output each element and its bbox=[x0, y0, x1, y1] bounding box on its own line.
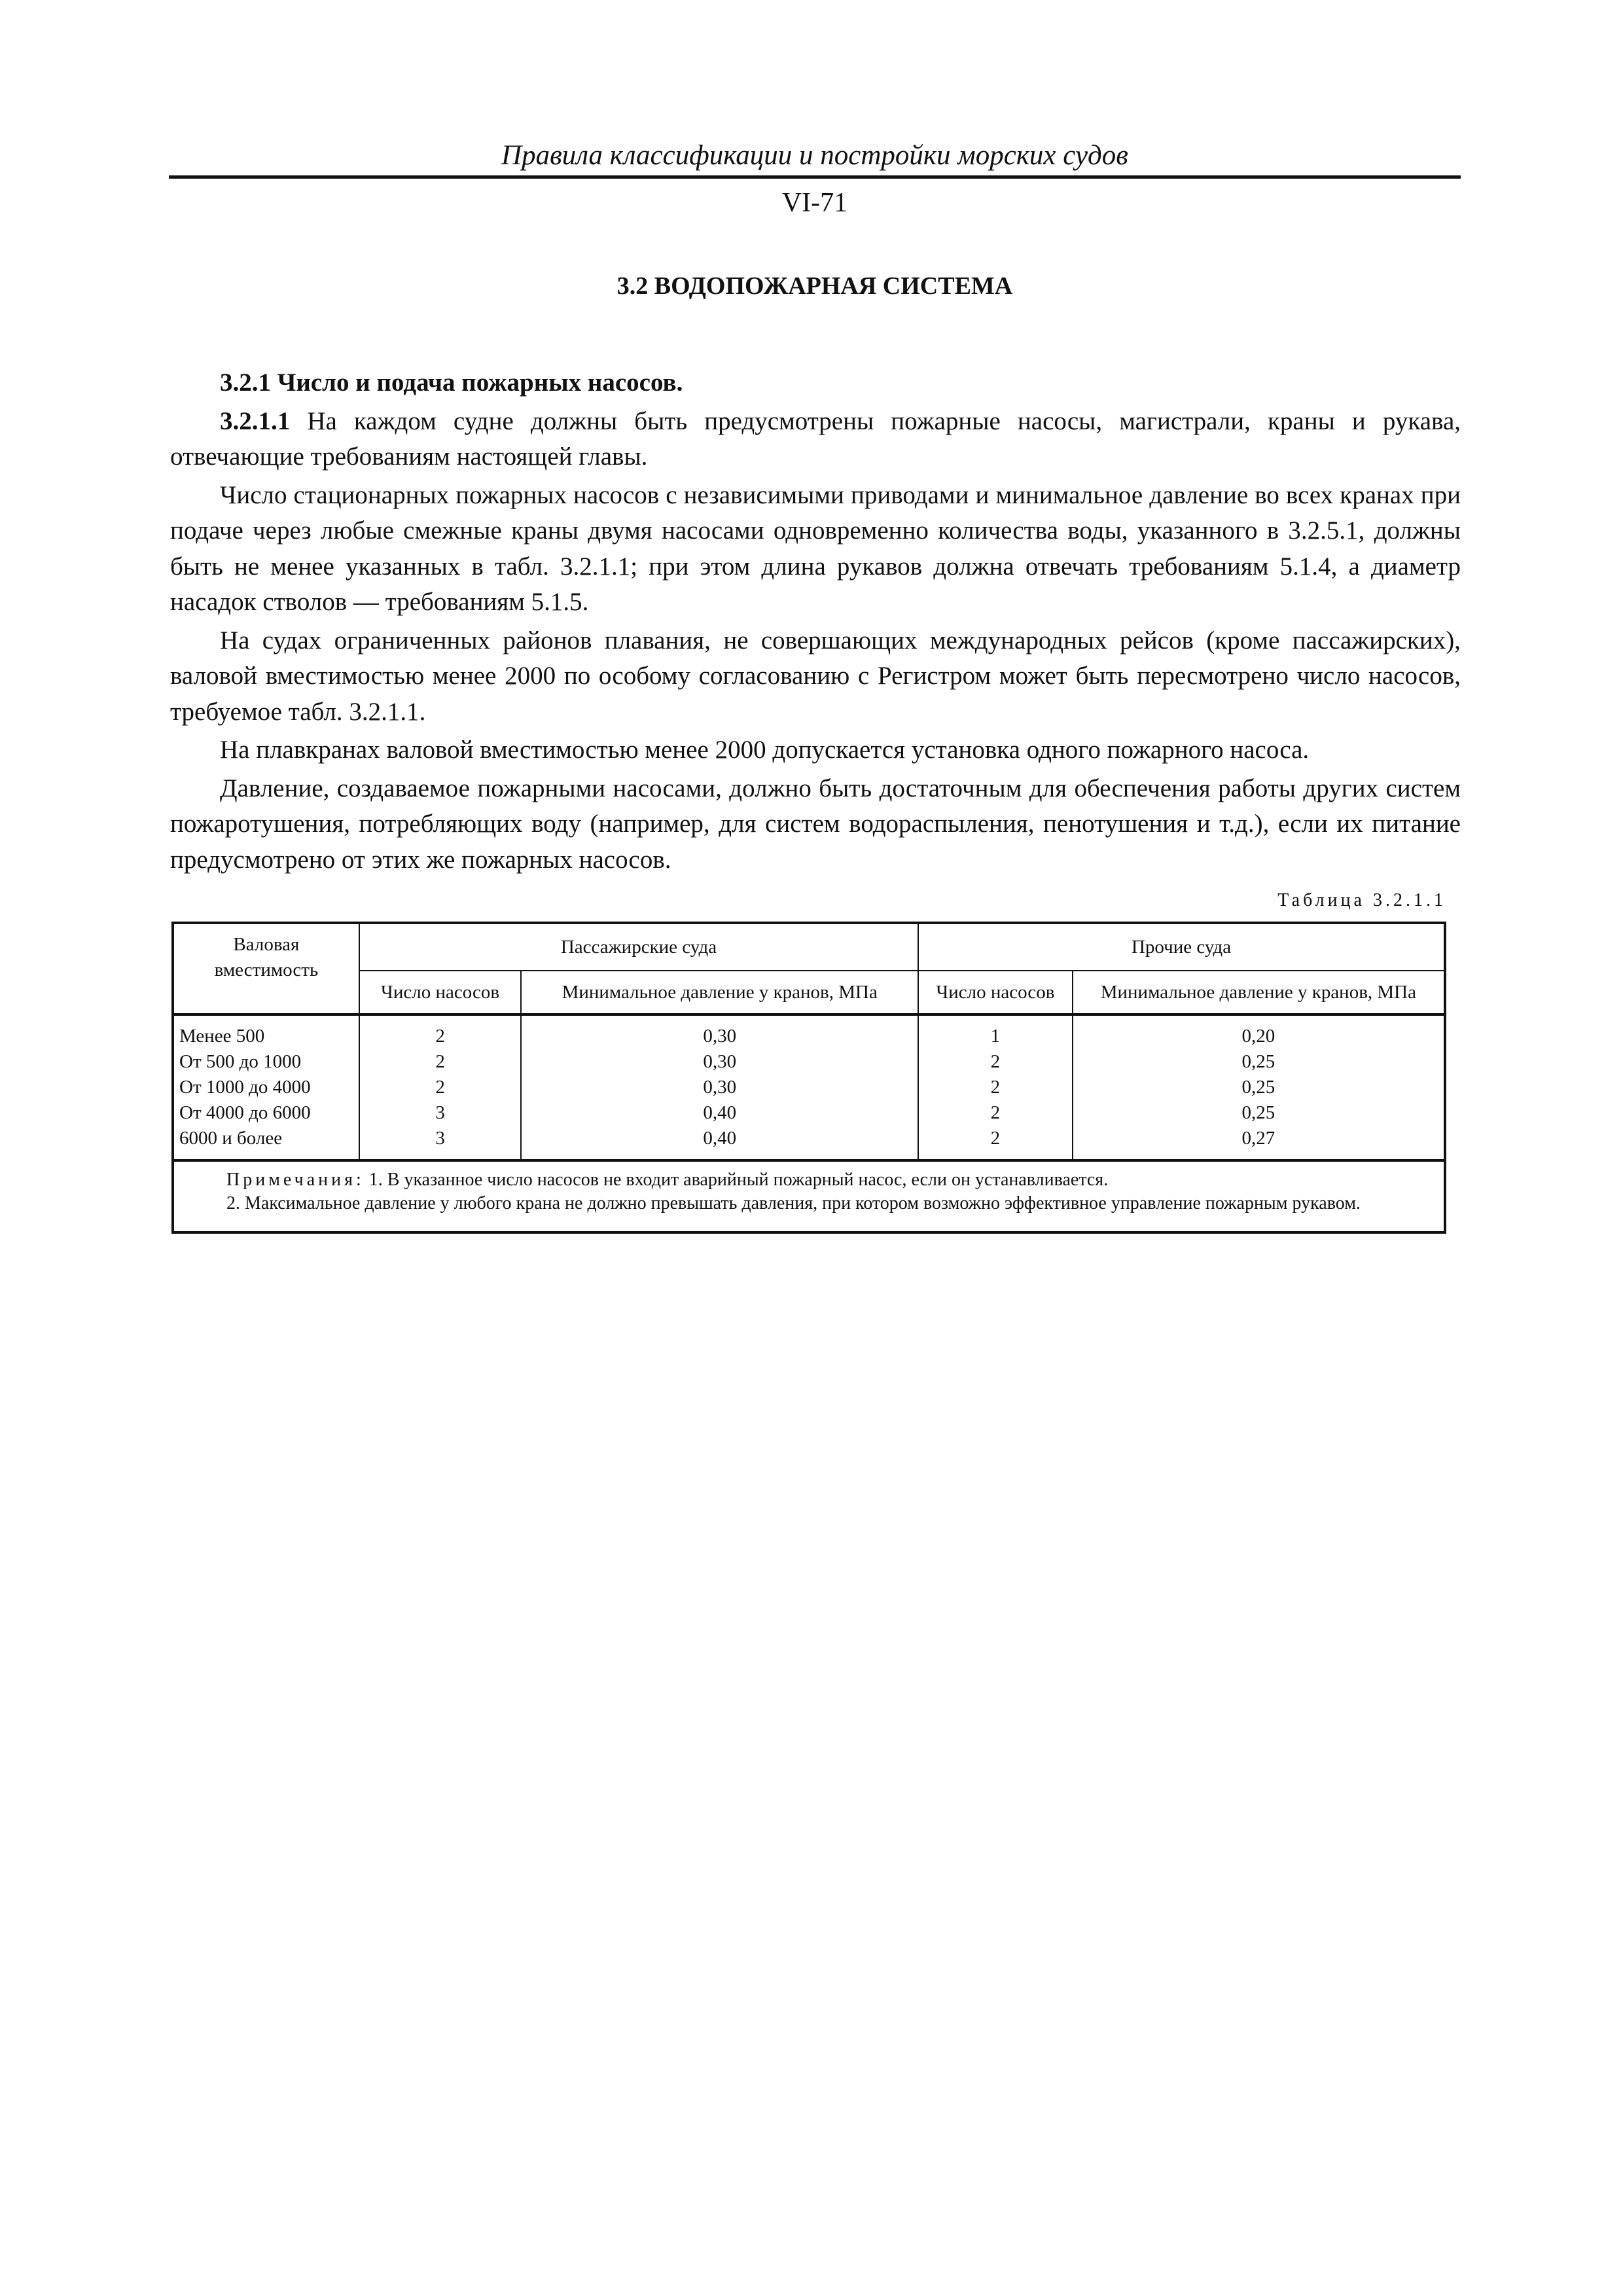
table-cell: 2 bbox=[990, 1128, 1001, 1149]
header-other-pressure: Минимальное давление у кранов, МПа bbox=[1073, 971, 1445, 1014]
table-cell: 2 bbox=[990, 1077, 1001, 1098]
other-pumps-column bbox=[918, 1014, 1073, 1160]
passenger-pressure-column bbox=[521, 1014, 918, 1160]
header-rule bbox=[169, 175, 1461, 179]
table-cell: 6000 и более bbox=[179, 1128, 283, 1149]
table-notes bbox=[173, 1160, 1445, 1232]
table-cell: 2 bbox=[435, 1051, 445, 1072]
header-passenger-pumps: Число насосов bbox=[359, 971, 521, 1014]
table-cell: 0,40 bbox=[703, 1128, 737, 1149]
paragraph-floating-cranes: На плавкранах валовой вместимостью менее 2000 допускается установка одного пожарного насоса. bbox=[220, 736, 1310, 764]
table-cell: Менее 500 bbox=[179, 1026, 265, 1047]
table-body bbox=[173, 1014, 1445, 1160]
note-2: 2. Максимальное давление у любого крана не должно превышать давления, при котором возможно эффективное управление пожарным рукавом. bbox=[226, 1193, 1361, 1213]
table-cell: 0,20 bbox=[1241, 1026, 1275, 1047]
other-pressure-column bbox=[1073, 1014, 1445, 1160]
header-other-ships: Прочие суда bbox=[918, 923, 1445, 971]
table-cell: От 1000 до 4000 bbox=[179, 1077, 311, 1098]
section-title: 3.2 ВОДОПОЖАРНАЯ СИСТЕМА bbox=[616, 272, 1013, 300]
table-cell: От 500 до 1000 bbox=[179, 1051, 302, 1072]
table-cell: 0,27 bbox=[1241, 1128, 1275, 1149]
header-tonnage: Валовая вместимость bbox=[173, 923, 359, 1014]
note-1 bbox=[183, 1168, 1435, 1192]
table-cell: 0,25 bbox=[1241, 1077, 1275, 1098]
passenger-pumps-column bbox=[359, 1014, 521, 1160]
header-passenger-pressure: Минимальное давление у кранов, МПа bbox=[521, 971, 918, 1014]
fire-pumps-table bbox=[171, 922, 1446, 1234]
table-cell: 2 bbox=[990, 1102, 1001, 1123]
table-cell: 3 bbox=[435, 1102, 445, 1123]
table-cell: 0,30 bbox=[703, 1051, 737, 1072]
table-cell: 1 bbox=[990, 1026, 1001, 1047]
table-cell: 2 bbox=[990, 1051, 1001, 1072]
paragraph-number: 3.2.1.1 bbox=[220, 406, 291, 435]
notes-label: Примечания: bbox=[226, 1170, 365, 1190]
header-passenger-ships: Пассажирские суда bbox=[359, 923, 918, 971]
table-cell: 0,25 bbox=[1241, 1102, 1275, 1123]
paragraph-restricted-areas: На судах ограниченных районов плавания, не совершающих международных рейсов (кроме пассажирских), валовой вместимостью менее 2000 по особому согласованию с Регистром может быть пересмотрено число насосов, требуемое табл. 3.2.1.1. bbox=[170, 626, 1461, 726]
page-number: VI-71 bbox=[781, 188, 848, 218]
header-other-pumps: Число насосов bbox=[918, 971, 1073, 1014]
paragraph-pump-count: Число стационарных пожарных насосов с независимыми приводами и минимальное давление во всех кранах при подаче через любые смежные краны двумя насосами одновременно количества воды, указанного в 3.2.5.1, должны быть не менее указанных в табл. 3.2.1.1; при этом длина рукавов должна отвечать требованиям 5.1.4, а диаметр насадок стволов — требованиям 5.1.5. bbox=[170, 480, 1461, 616]
table-cell: От 4000 до 6000 bbox=[179, 1102, 311, 1123]
table-cell: 2 bbox=[435, 1026, 445, 1047]
paragraph-3-2-1-1 bbox=[170, 404, 1461, 475]
table-cell: 0,30 bbox=[703, 1026, 737, 1047]
body-text bbox=[170, 365, 1461, 880]
table-cell: 0,40 bbox=[703, 1102, 737, 1123]
subsection-heading: 3.2.1 Число и подача пожарных насосов. bbox=[220, 368, 683, 397]
table-caption: Таблица 3.2.1.1 bbox=[1277, 890, 1446, 910]
table-cell: 2 bbox=[435, 1077, 445, 1098]
tonnage-column bbox=[173, 1014, 359, 1160]
table-cell: 0,25 bbox=[1241, 1051, 1275, 1072]
table-cell: 3 bbox=[435, 1128, 445, 1149]
table-cell: 0,30 bbox=[703, 1077, 737, 1098]
paragraph-text: На каждом судне должны быть предусмотрены пожарные насосы, магистрали, краны и рукава, отвечающие требованиям настоящей главы. bbox=[170, 406, 1461, 471]
note-1-text: 1. В указанное число насосов не входит аварийный пожарный насос, если он устанавливается. bbox=[364, 1170, 1109, 1190]
running-header-title: Правила классификации и постройки морских судов bbox=[501, 140, 1128, 171]
paragraph-pressure: Давление, создаваемое пожарными насосами, должно быть достаточным для обеспечения работы других систем пожаротушения, потребляющих воду (например, для систем водораспыления, пенотушения и т.д.), если их питание предусмотрено от этих же пожарных насосов. bbox=[170, 774, 1461, 874]
